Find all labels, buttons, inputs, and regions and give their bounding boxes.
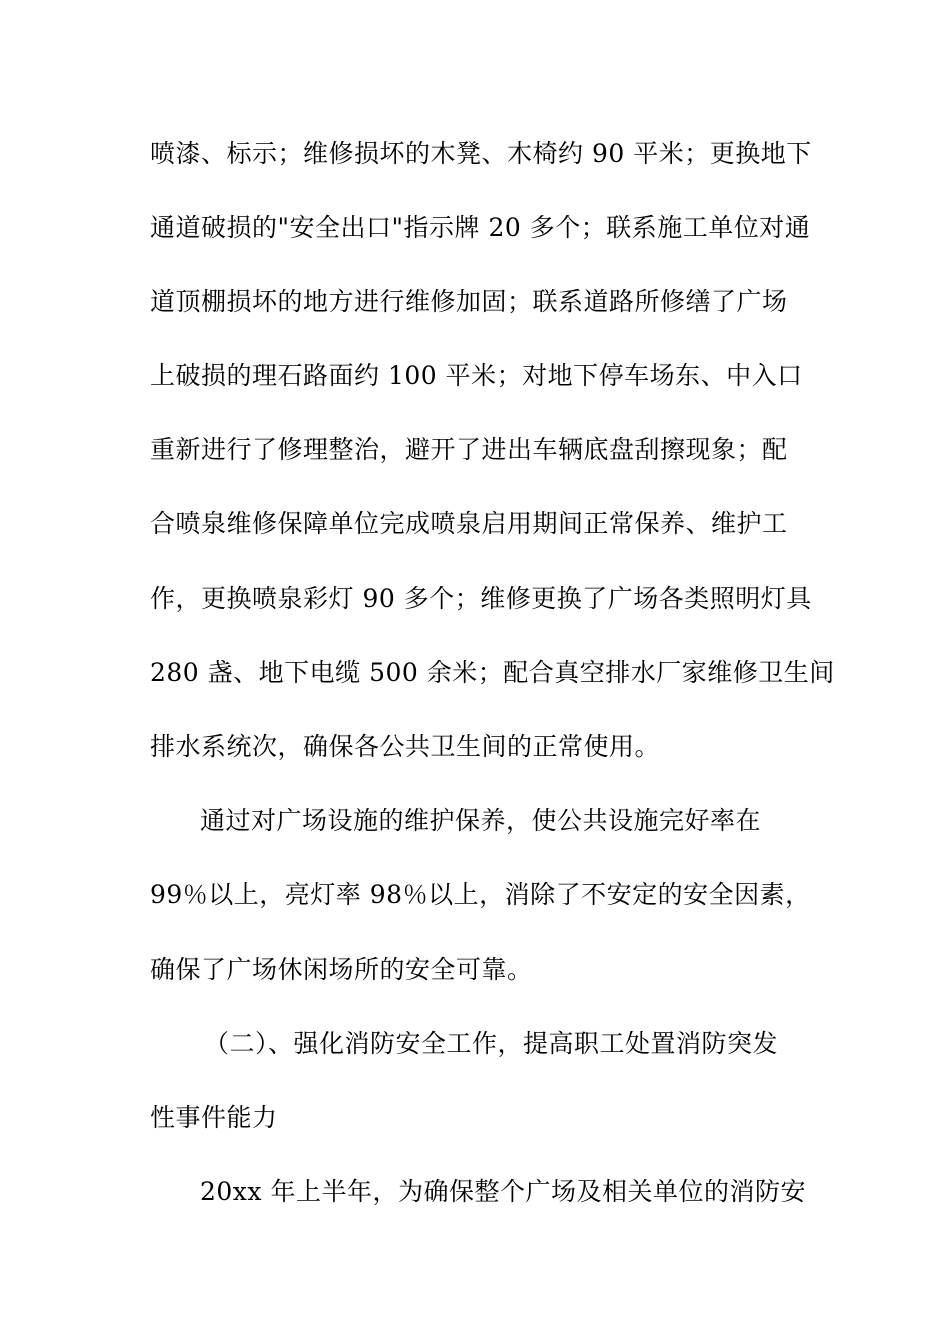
paragraph-line: 通过对广场设施的维护保养，使公共设施完好率在 <box>200 806 762 835</box>
paragraph-line: 上破损的理石路面约 100 平米；对地下停车场东、中入口 <box>150 361 803 390</box>
section-heading-line: 性事件能力 <box>150 1103 278 1132</box>
paragraph-line: 通道破损的"安全出口"指示牌 20 多个；联系施工单位对通 <box>150 213 811 242</box>
paragraph-line: 道顶棚损坏的地方进行维修加固；联系道路所修缮了广场 <box>150 287 788 316</box>
paragraph-line: 99％以上，亮灯率 98％以上，消除了不安定的安全因素， <box>150 880 811 909</box>
paragraph-line: 喷漆、标示；维修损坏的木凳、木椅约 90 平米；更换地下 <box>150 139 812 168</box>
paragraph-line: 20xx 年上半年，为确保整个广场及相关单位的消防安 <box>200 1177 806 1206</box>
paragraph-line: 合喷泉维修保障单位完成喷泉启用期间正常保养、维护工 <box>150 509 788 538</box>
paragraph-line: 作，更换喷泉彩灯 90 多个；维修更换了广场各类照明灯具 <box>150 584 812 613</box>
section-heading-line: （二）、强化消防安全工作，提高职工处置消防突发 <box>204 1029 779 1058</box>
paragraph-line: 确保了广场休闲场所的安全可靠。 <box>150 955 533 984</box>
paragraph-line: 280 盏、地下电缆 500 余米；配合真空排水厂家维修卫生间 <box>150 658 835 687</box>
paragraph-line: 排水系统次，确保各公共卫生间的正常使用。 <box>150 732 661 761</box>
paragraph-line: 重新进行了修理整治，避开了进出车辆底盘刮擦现象；配 <box>150 435 788 464</box>
